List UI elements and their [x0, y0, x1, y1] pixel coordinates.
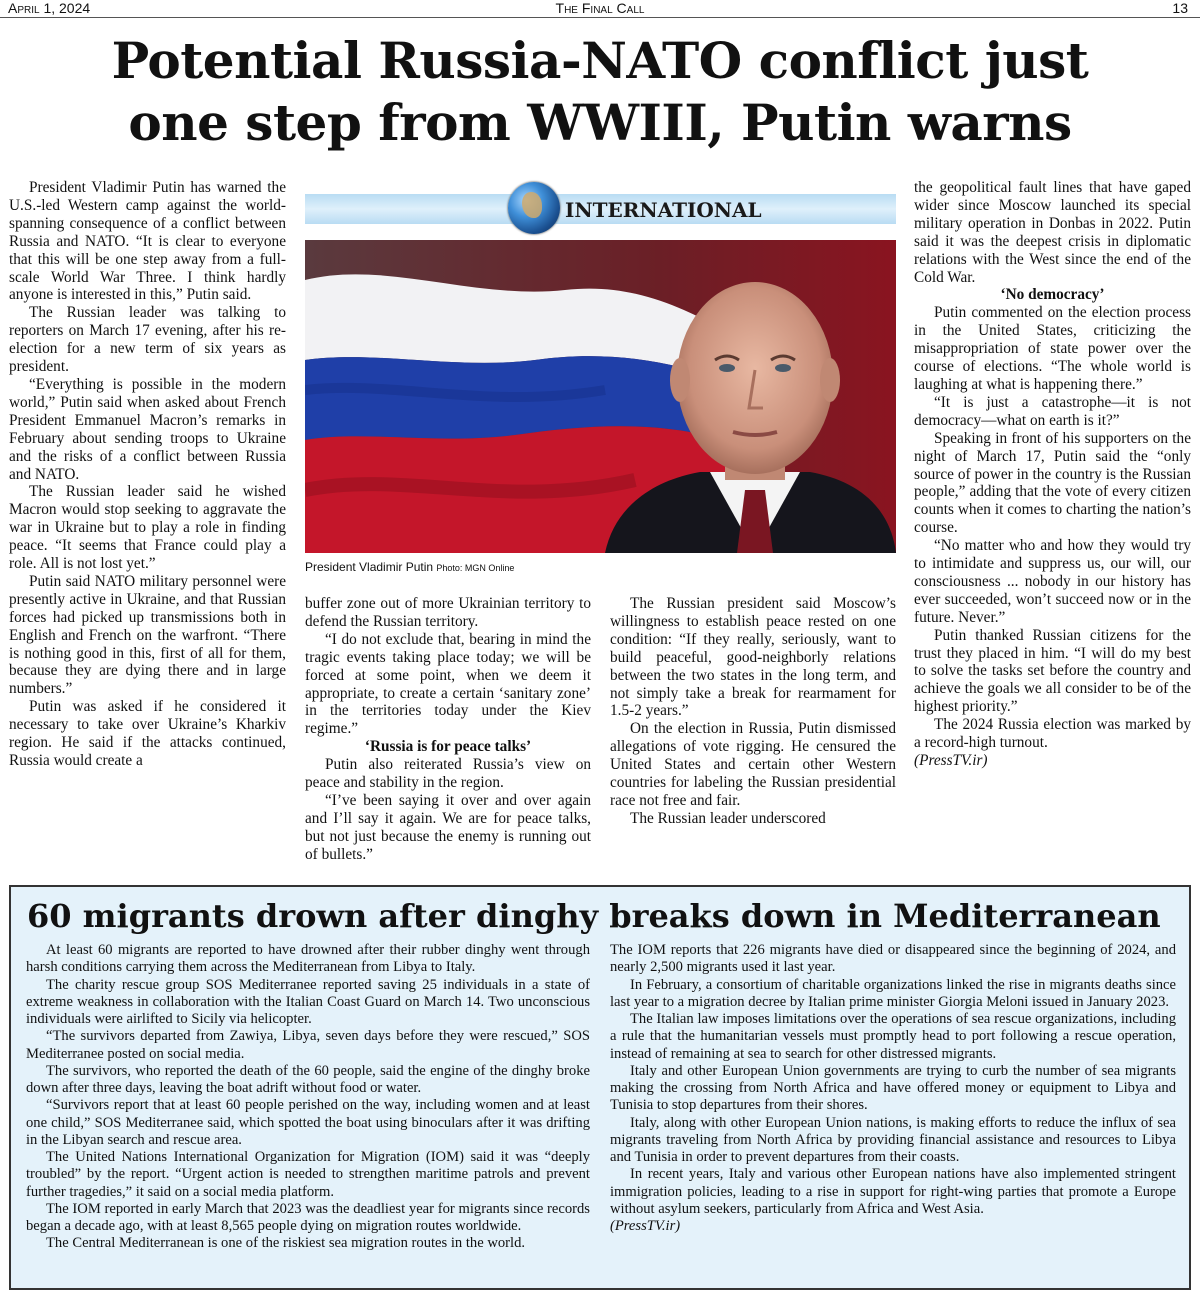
paragraph: The IOM reported in early March that 2023 was the deadliest year for migrants since records began a decade ago, with at least 8,565 people dying on migration routes worldwide.	[26, 1200, 590, 1234]
page-folio	[0, 0, 1200, 18]
migrants-article-column-2	[610, 942, 1176, 1235]
article-credit: (PressTV.ir)	[914, 752, 988, 769]
publication-name: The Final Call	[555, 0, 645, 16]
paragraph: The Central Mediterranean is one of the riskiest sea migration routes in the world.	[46, 1235, 526, 1252]
photo-credit: Photo: MGN Online	[436, 563, 515, 573]
paragraph: Putin thanked Russian citizens for the trust they placed in him. “I will do my best to solve the tasks set before the country and achieve the goals we all consider to be of the highest priority.”	[914, 626, 1191, 716]
putin-photo-illustration	[305, 240, 896, 553]
paragraph: Putin said NATO military personnel were presently active in Ukraine, and that Russian forces had picked up transmissions both in English and French on the warfront. “There is nothing good in this, first of all for them, because they are dying there and in large numbers.”	[9, 572, 286, 698]
paragraph: “The survivors departed from Zawiya, Libya, seven days before they were rescued,” SOS Mediterranee posted on social media.	[26, 1028, 590, 1062]
paragraph: The IOM reports that 226 migrants have died or disappeared since the beginning of 2024, and nearly 2,500 migrants used it last year.	[610, 942, 1176, 976]
photo-caption	[305, 560, 514, 575]
paragraph: the geopolitical fault lines that have gaped wider since Moscow launched its special military operation in Donbas in 2022. Putin said it was the deepest crisis in diplomatic relations with the West since the end of the Cold War.	[914, 179, 1191, 286]
paragraph: At least 60 migrants are reported to have drowned after their rubber dinghy went through harsh conditions carrying them across the Mediterranean from Libya to Italy.	[26, 942, 590, 976]
paragraph: The Italian law imposes limitations over the operations of sea rescue organizations, including a rule that the humanitarian vessels must promptly head to port following a rescue operation, instead of remaining at sea to search for other distressed migrants.	[610, 1011, 1176, 1062]
paragraph: Italy, along with other European Union nations, is making efforts to reduce the influx of sea migrants traveling from North Africa by providing financial assistance and resources to Libya and Tunisia in order to prevent departures from their coasts.	[610, 1114, 1176, 1165]
subhead: ‘Russia is for peace talks’	[364, 738, 532, 756]
page-number: 13	[1172, 0, 1188, 16]
main-headline	[0, 30, 1200, 154]
paragraph: Speaking in front of his supporters on the night of March 17, Putin said the “only source of power in the country is the Russian people,” adding that the vote of every citizen counts when it comes to charting the nation’s course.	[914, 429, 1191, 537]
paragraph: “Survivors report that at least 60 people perished on the way, including women and at least one child,” SOS Mediterranee said, which spotted the boat using binoculars after it was drifting in the Libyan search and rescue area.	[26, 1097, 590, 1148]
globe-icon	[508, 182, 560, 234]
paragraph: The Russian leader was talking to reporters on March 17 evening, after his re-election for a new term of six years as president.	[9, 304, 286, 376]
photo-caption-text: President Vladimir Putin	[305, 560, 434, 574]
paragraph: In February, a consortium of charitable organizations linked the rise in migrants deaths since last year to a migration decree by Italian prime minister Giorgia Meloni issued in January 2023.	[610, 976, 1176, 1010]
paragraph: The charity rescue group SOS Mediterranee reported saving 25 individuals in a state of extreme weakness in collaboration with the Italian Coast Guard on March 14. Two unconscious individuals were airlifted to Sicily via helicopter.	[26, 976, 590, 1027]
putin-photo	[305, 240, 896, 553]
paragraph: “I’ve been saying it over and over again and I’ll say it again. We are for peace talks, but not just because the enemy is running out of bullets.”	[305, 791, 591, 863]
paragraph: The Russian leader underscored	[630, 809, 826, 827]
main-article-column-4	[914, 179, 1191, 869]
issue-date: April 1, 2024	[8, 0, 91, 16]
paragraph: Putin commented on the election process in the United States, criticizing the misappropriation of state power over the course of elections. “The whole world is laughing at what is happening there.”	[914, 304, 1191, 393]
paragraph: The 2024 Russia election was marked by a record-high turnout.	[914, 716, 1191, 752]
paragraph: In recent years, Italy and various other European nations have also implemented stringent immigration policies, leading to a rise in support for right-wing parties that promote a Europe without asylum seekers, particularly from Africa and West Asia.	[610, 1166, 1176, 1217]
migrants-headline: 60 migrants drown after dinghy breaks down in Mediterranean	[27, 897, 1161, 935]
paragraph: Putin also reiterated Russia’s view on peace and stability in the region.	[305, 756, 591, 792]
paragraph: “It is just a catastrophe—it is not democracy—what on earth is it?”	[914, 393, 1191, 429]
section-label: INTERNATIONAL	[565, 198, 762, 222]
paragraph: “No matter who and how they would try to intimidate and suppress us, our will, our consciousness ... nobody in our history has ever succeeded, won’t succeed now or in the future. Never.”	[914, 537, 1191, 626]
subhead: ‘No democracy’	[1000, 286, 1105, 304]
migrants-article-column-1	[26, 942, 590, 1253]
paragraph: buffer zone out of more Ukrainian territory to defend the Russian territory.	[305, 595, 591, 630]
paragraph: The survivors, who reported the death of the 60 people, said the engine of the dinghy broke down after three days, leaving the boat adrift without food or water.	[26, 1062, 590, 1096]
main-article-column-1	[9, 179, 286, 869]
paragraph: President Vladimir Putin has warned the U.S.-led Western camp against the world-spanning consequence of a conflict between Russia and NATO. “It is clear to everyone that this will be one step away from a full-scale World War Three. I think hardly anyone is interested in this,” Putin said.	[9, 179, 286, 304]
paragraph: “I do not exclude that, bearing in mind the tragic events taking place today; we will be forced at some point, when we deem it appropriate, to create a certain ‘sanitary zone’ in the territories today under the Kiev regime.”	[305, 630, 591, 738]
paragraph: The United Nations International Organization for Migration (IOM) said it was “deeply troubled” by the report. “Urgent action is needed to strengthen maritime patrols and prevent further tragedies,” it said on a social media platform.	[26, 1149, 590, 1200]
article-credit: (PressTV.ir)	[610, 1218, 681, 1234]
main-headline-line-2: one step from WWIII, Putin warns	[128, 93, 1072, 152]
main-article-column-3	[610, 595, 896, 867]
main-article-column-2	[305, 595, 591, 867]
paragraph: On the election in Russia, Putin dismissed allegations of vote rigging. He censured the United States and certain other Western countries for labeling the Russian presidential race not free and fair.	[610, 720, 896, 809]
paragraph: Italy and other European Union governments are trying to curb the number of sea migrants making the crossing from North Africa and have offered money or equipment to Libya and Tunisia to stop departures from their shores.	[610, 1062, 1176, 1114]
paragraph: Putin was asked if he considered it necessary to take over Ukraine’s Kharkiv region. He said if the attacks continued, Russia would create a	[9, 698, 286, 769]
paragraph: “Everything is possible in the modern world,” Putin said when asked about French President Emmanuel Macron’s remarks in February about sending troops to Ukraine and the risks of a conflict between Russia and NATO.	[9, 375, 286, 483]
main-headline-line-1: Potential Russia-NATO conflict just	[111, 31, 1089, 90]
paragraph: The Russian leader said he wished Macron would stop seeking to aggravate the war in Ukraine but to play a role in finding peace. “It seems that France could play a role. All is not lost yet.”	[9, 483, 286, 573]
paragraph: The Russian president said Moscow’s willingness to establish peace rested on one condition: “If they really, seriously, want to build peaceful, good-neighborly relations between the two states in the long term, and not simply take a break for rearmament for 1.5-2 years.”	[610, 595, 896, 720]
